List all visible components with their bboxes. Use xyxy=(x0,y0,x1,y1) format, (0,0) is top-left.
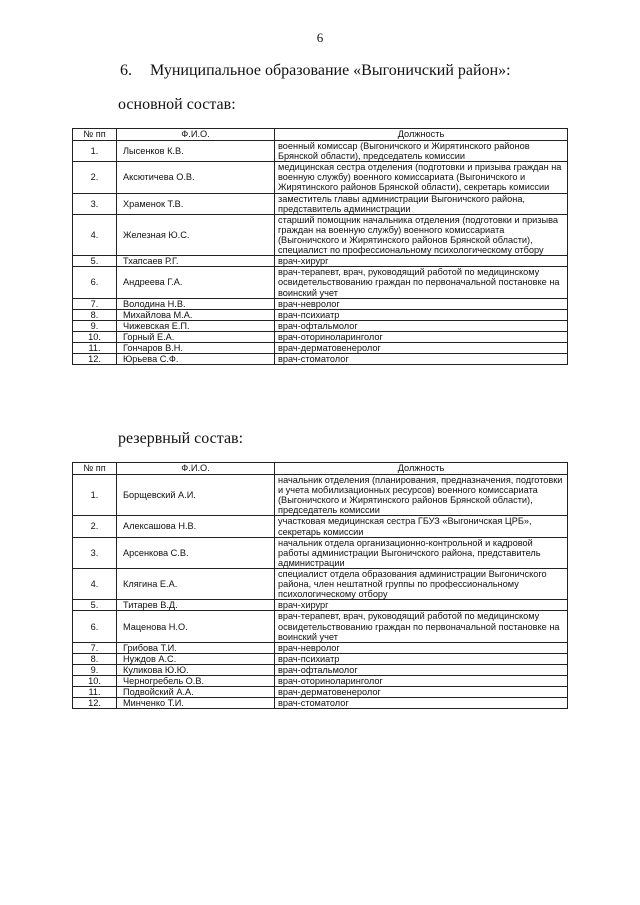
table-row xyxy=(73,309,568,320)
member-position: врач-невролог xyxy=(275,298,568,309)
section-heading xyxy=(120,62,511,80)
row-number: 8. xyxy=(73,309,117,320)
row-number: 11. xyxy=(73,343,117,354)
member-name: Борщевский А.И. xyxy=(117,475,275,516)
row-number: 1. xyxy=(73,141,117,162)
row-number: 9. xyxy=(73,664,117,675)
reserve-roster-table xyxy=(72,462,568,709)
member-name: Клягина Е.А. xyxy=(117,568,275,599)
table-row xyxy=(73,343,568,354)
table-row xyxy=(73,653,568,664)
member-position: врач-дерматовенеролог xyxy=(275,343,568,354)
row-number: 10. xyxy=(73,676,117,687)
column-header-position: Должность xyxy=(275,463,568,475)
column-header-number: № пп xyxy=(73,129,117,141)
member-position: врач-оториноларинголог xyxy=(275,331,568,342)
member-name: Аксютичева О.В. xyxy=(117,162,275,193)
row-number: 10. xyxy=(73,331,117,342)
member-name: Горный Е.А. xyxy=(117,331,275,342)
member-name: Грибова Т.И. xyxy=(117,642,275,653)
table-row xyxy=(73,162,568,193)
member-position: врач-терапевт, врач, руководящий работой по медицинскому освидетельствованию граждан по первоначальной постановке на воинский учет xyxy=(275,267,568,298)
member-name: Алексашова Н.В. xyxy=(117,516,275,537)
member-name: Андреева Г.А. xyxy=(117,267,275,298)
row-number: 12. xyxy=(73,698,117,709)
section-number: 6. xyxy=(120,62,132,79)
table-header-row xyxy=(73,463,568,475)
row-number: 9. xyxy=(73,320,117,331)
member-name: Тхапсаев Р.Г. xyxy=(117,256,275,267)
table-row xyxy=(73,193,568,214)
member-name: Железная Ю.С. xyxy=(117,214,275,255)
main-roster-body xyxy=(73,141,568,365)
column-header-name: Ф.И.О. xyxy=(117,463,275,475)
member-position: врач-стоматолог xyxy=(275,354,568,365)
table-row xyxy=(73,676,568,687)
member-name: Храменок Т.В. xyxy=(117,193,275,214)
member-position: заместитель главы администрации Выгоничского района, представитель администрации xyxy=(275,193,568,214)
table-row xyxy=(73,331,568,342)
member-position: начальник отделения (планирования, предназначения, подготовки и учета мобилизационных ресурсов) военного комиссариата (Выгоничского и Жирятинского районов Брянской области), председатель комиссии xyxy=(275,475,568,516)
table-row xyxy=(73,141,568,162)
member-position: старший помощник начальника отделения (подготовки и призыва граждан на военную службу) военного комиссариата (Выгоничского и Жирятинского районов Брянской области), специалист по профессиональному психологическому отбору xyxy=(275,214,568,255)
row-number: 7. xyxy=(73,298,117,309)
row-number: 6. xyxy=(73,611,117,642)
member-position: специалист отдела образования администрации Выгоничского района, член нештатной группы по профессиональному психологическому отбору xyxy=(275,568,568,599)
member-position: врач-терапевт, врач, руководящий работой по медицинскому освидетельствованию граждан по первоначальной постановке на воинский учет xyxy=(275,611,568,642)
member-position: участковая медицинская сестра ГБУЗ «Выгоничская ЦРБ», секретарь комиссии xyxy=(275,516,568,537)
section-title: Муниципальное образование «Выгоничский район»: xyxy=(150,62,511,79)
row-number: 3. xyxy=(73,537,117,568)
member-position: врач-невролог xyxy=(275,642,568,653)
member-name: Лысенков К.В. xyxy=(117,141,275,162)
member-position: медицинская сестра отделения (подготовки и призыва граждан на военную службу) военного комиссариата (Выгоничского и Жирятинского районов Брянской области), секретарь комиссии xyxy=(275,162,568,193)
member-position: врач-стоматолог xyxy=(275,698,568,709)
member-name: Юрьева С.Ф. xyxy=(117,354,275,365)
row-number: 8. xyxy=(73,653,117,664)
main-roster-heading: основной состав: xyxy=(118,96,236,113)
row-number: 4. xyxy=(73,568,117,599)
table-row xyxy=(73,320,568,331)
member-name: Арсенкова С.В. xyxy=(117,537,275,568)
member-position: начальник отдела организационно-контрольной и кадровой работы администрации Выгоничского района, представитель администрации xyxy=(275,537,568,568)
member-name: Нуждов А.С. xyxy=(117,653,275,664)
member-position: врач-хирург xyxy=(275,600,568,611)
table-row xyxy=(73,256,568,267)
member-position: врач-оториноларинголог xyxy=(275,676,568,687)
row-number: 4. xyxy=(73,214,117,255)
member-name: Володина Н.В. xyxy=(117,298,275,309)
table-row xyxy=(73,354,568,365)
column-header-name: Ф.И.О. xyxy=(117,129,275,141)
column-header-number: № пп xyxy=(73,463,117,475)
table-row xyxy=(73,267,568,298)
row-number: 5. xyxy=(73,256,117,267)
table-row xyxy=(73,642,568,653)
page-number: 6 xyxy=(316,30,324,45)
member-name: Черногребель О.В. xyxy=(117,676,275,687)
member-position: врач-хирург xyxy=(275,256,568,267)
member-name: Чижевская Е.П. xyxy=(117,320,275,331)
member-name: Подвойский А.А. xyxy=(117,687,275,698)
row-number: 3. xyxy=(73,193,117,214)
member-name: Гончаров В.Н. xyxy=(117,343,275,354)
table-row xyxy=(73,664,568,675)
member-name: Маценова Н.О. xyxy=(117,611,275,642)
table-row xyxy=(73,568,568,599)
table-header-row xyxy=(73,129,568,141)
member-position: врач-офтальмолог xyxy=(275,664,568,675)
main-roster-table xyxy=(72,128,568,365)
row-number: 7. xyxy=(73,642,117,653)
row-number: 1. xyxy=(73,475,117,516)
row-number: 2. xyxy=(73,162,117,193)
member-position: врач-офтальмолог xyxy=(275,320,568,331)
table-row xyxy=(73,687,568,698)
row-number: 2. xyxy=(73,516,117,537)
member-position: врач-психиатр xyxy=(275,653,568,664)
table-row xyxy=(73,475,568,516)
member-position: врач-дерматовенеролог xyxy=(275,687,568,698)
table-row xyxy=(73,611,568,642)
row-number: 11. xyxy=(73,687,117,698)
member-name: Титарев В.Д. xyxy=(117,600,275,611)
table-row xyxy=(73,537,568,568)
row-number: 5. xyxy=(73,600,117,611)
member-position: военный комиссар (Выгоничского и Жирятинского районов Брянской области), председатель комиссии xyxy=(275,141,568,162)
member-name: Куликова Ю.Ю. xyxy=(117,664,275,675)
member-position: врач-психиатр xyxy=(275,309,568,320)
table-row xyxy=(73,298,568,309)
column-header-position: Должность xyxy=(275,129,568,141)
reserve-roster-heading: резервный состав: xyxy=(118,430,244,447)
table-row xyxy=(73,600,568,611)
table-row xyxy=(73,516,568,537)
row-number: 12. xyxy=(73,354,117,365)
table-row xyxy=(73,214,568,255)
row-number: 6. xyxy=(73,267,117,298)
member-name: Михайлова М.А. xyxy=(117,309,275,320)
member-name: Минченко Т.И. xyxy=(117,698,275,709)
reserve-roster-body xyxy=(73,475,568,709)
table-row xyxy=(73,698,568,709)
